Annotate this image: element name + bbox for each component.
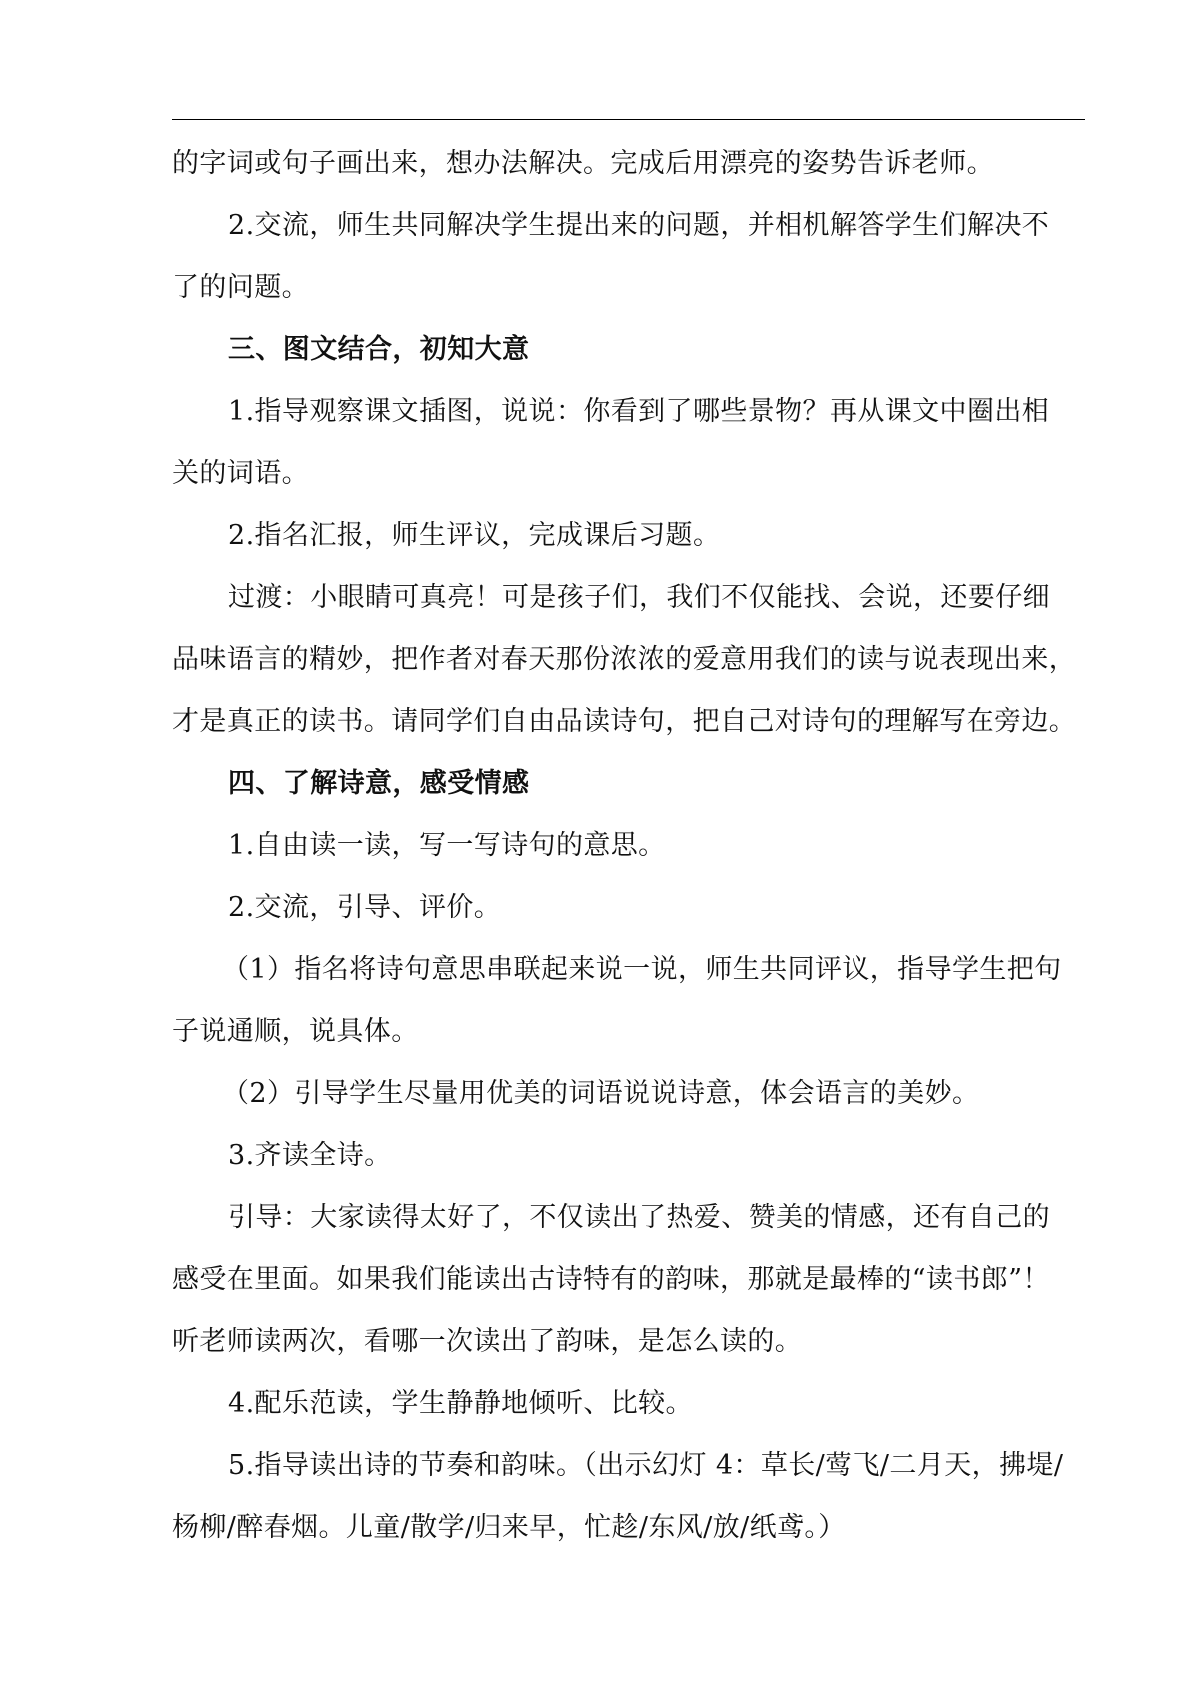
paragraph-line: 过渡：小眼睛可真亮！可是孩子们，我们不仅能找、会说，还要仔细: [228, 582, 1050, 613]
paragraph-line: 子说通顺，说具体。: [172, 1016, 419, 1047]
paragraph-line: 引导：大家读得太好了，不仅读出了热爱、赞美的情感，还有自己的: [228, 1202, 1050, 1233]
paragraph-line: 感受在里面。如果我们能读出古诗特有的韵味，那就是最棒的“读书郎”！: [172, 1264, 1050, 1295]
paragraph-line: （2）引导学生尽量用优美的词语说说诗意，体会语言的美妙。: [222, 1078, 980, 1109]
section-heading: 四、了解诗意，感受情感: [228, 768, 530, 799]
paragraph-line: 1.指导观察课文插图，说说：你看到了哪些景物？再从课文中圈出相: [228, 396, 1050, 427]
document-body: [172, 133, 1085, 1559]
paragraph-line: 的字词或句子画出来，想办法解决。完成后用漂亮的姿势告诉老师。: [172, 148, 994, 179]
paragraph-line: 听老师读两次，看哪一次读出了韵味，是怎么读的。: [172, 1326, 803, 1357]
paragraph-line: 品味语言的精妙，把作者对春天那份浓浓的爱意用我们的读与说表现出来，: [172, 644, 1077, 675]
paragraph-line: 4.配乐范读，学生静静地倾听、比较。: [228, 1388, 693, 1419]
paragraph-line: 3.齐读全诗。: [228, 1140, 392, 1171]
paragraph-line: 2.指名汇报，师生评议，完成课后习题。: [228, 520, 721, 551]
paragraph-line: 关的词语。: [172, 458, 309, 489]
paragraph-line: 了的问题。: [172, 272, 309, 303]
paragraph-line: 2.交流，师生共同解决学生提出来的问题，并相机解答学生们解决不: [228, 210, 1050, 241]
paragraph-line: 5.指导读出诗的节奏和韵味。（出示幻灯 4：草长/莺飞/二月天，拂堤/: [228, 1450, 1064, 1481]
paragraph-line: 2.交流，引导、评价。: [228, 892, 502, 923]
section-heading: 三、图文结合，初知大意: [228, 334, 530, 365]
header-rule: [172, 119, 1085, 120]
paragraph-line: 杨柳/醉春烟。儿童/散学/归来早，忙趁/东风/放/纸鸢。）: [172, 1512, 846, 1543]
paragraph-line: 1.自由读一读，写一写诗句的意思。: [228, 830, 666, 861]
paragraph-line: （1）指名将诗句意思串联起来说一说，师生共同评议，指导学生把句: [222, 954, 1062, 985]
paragraph-line: 才是真正的读书。请同学们自由品读诗句，把自己对诗句的理解写在旁边。: [172, 706, 1077, 737]
